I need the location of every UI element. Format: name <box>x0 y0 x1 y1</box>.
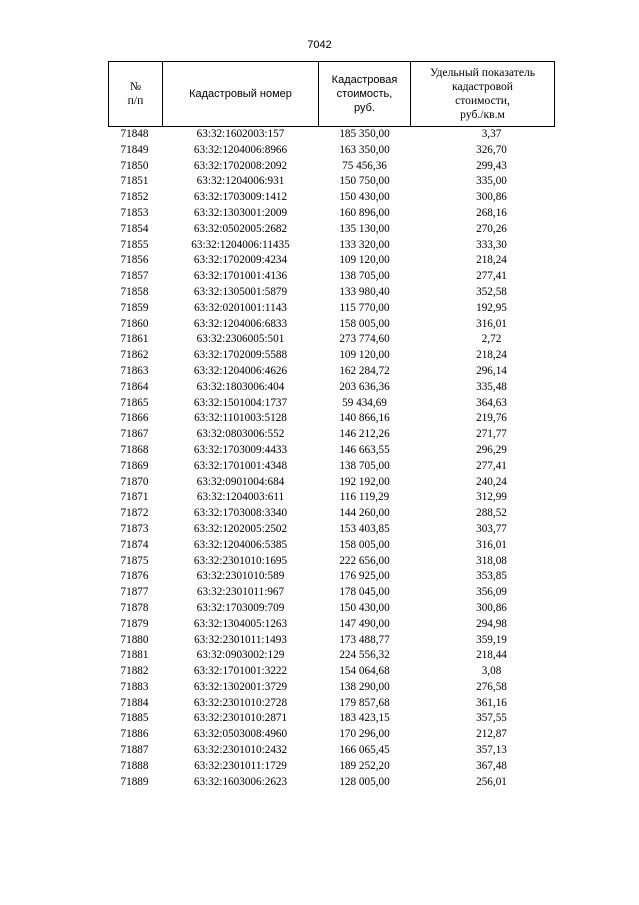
row-number: 71886 <box>120 728 149 741</box>
table-row <box>109 317 555 333</box>
cadastral-value: 224 556,32 <box>339 649 390 662</box>
cadastral-value: 158 005,00 <box>339 317 390 330</box>
cadastral-number: 63:32:2301011:967 <box>196 586 285 599</box>
table-row <box>109 301 555 317</box>
unit-value: 277,41 <box>476 459 507 472</box>
row-number: 71887 <box>120 744 149 757</box>
row-number: 71867 <box>120 428 149 441</box>
cadastral-number: 63:32:1204006:4626 <box>193 364 288 377</box>
cadastral-value: 173 488,77 <box>339 633 390 646</box>
cadastral-value: 75 456,36 <box>342 159 387 172</box>
cadastral-value: 59 434,69 <box>342 396 387 409</box>
unit-value: 357,55 <box>476 712 507 725</box>
unit-value: 356,09 <box>476 586 507 599</box>
cadastral-number: 63:32:0903002:129 <box>196 649 285 662</box>
cadastral-number: 63:32:0503008:4960 <box>193 728 288 741</box>
table-row <box>109 348 555 364</box>
unit-value: 367,48 <box>476 759 507 772</box>
table-row <box>109 743 555 759</box>
cadastral-value: 109 120,00 <box>339 349 390 362</box>
unit-value: 299,43 <box>476 159 507 172</box>
row-number: 71869 <box>120 459 149 472</box>
row-number: 71872 <box>120 507 149 520</box>
cadastral-value: 154 064,68 <box>339 665 390 678</box>
unit-value: 300,86 <box>476 191 507 204</box>
unit-value: 256,01 <box>476 775 507 788</box>
table-row <box>109 759 555 775</box>
cadastral-value: 138 290,00 <box>339 680 390 693</box>
cadastral-number: 63:32:1202005:2502 <box>193 522 288 535</box>
unit-value: 326,70 <box>476 143 507 156</box>
cadastral-number: 63:32:0502005:2682 <box>193 222 288 235</box>
page-number: 7042 <box>307 39 332 51</box>
unit-value: 318,08 <box>476 554 507 567</box>
cadastral-value: 192 192,00 <box>339 475 390 488</box>
row-number: 71851 <box>120 175 149 188</box>
cadastral-number: 63:32:1204006:8966 <box>193 143 288 156</box>
row-number: 71856 <box>120 254 149 267</box>
table-row <box>109 648 555 664</box>
unit-value: 3,37 <box>481 128 502 140</box>
cadastral-number: 63:32:1702008:2092 <box>193 159 288 172</box>
cadastral-number: 63:32:2301011:1729 <box>194 759 287 772</box>
cadastral-value: 222 656,00 <box>339 554 390 567</box>
cadastral-number: 63:32:2301010:2728 <box>193 696 288 709</box>
unit-value: 218,24 <box>476 349 507 362</box>
row-number: 71850 <box>120 159 149 172</box>
cadastral-value: 144 260,00 <box>339 507 390 520</box>
cadastral-value: 203 636,36 <box>339 380 390 393</box>
row-number: 71884 <box>120 696 149 709</box>
table-row <box>109 174 555 190</box>
cadastral-number: 63:32:1303001:2009 <box>193 206 288 219</box>
row-number: 71871 <box>120 491 149 504</box>
unit-value: 212,87 <box>476 728 507 741</box>
cadastral-number: 63:32:2306005:501 <box>196 333 285 346</box>
row-number: 71868 <box>120 443 149 456</box>
unit-value: 316,01 <box>476 538 507 551</box>
row-number: 71858 <box>120 285 149 298</box>
unit-value: 335,48 <box>476 380 507 393</box>
table-row <box>109 522 555 538</box>
row-number: 71859 <box>120 301 149 314</box>
cadastral-number: 63:32:0803006:552 <box>196 428 285 441</box>
cadastral-value: 133 320,00 <box>339 238 390 251</box>
cadastral-value: 158 005,00 <box>339 538 390 551</box>
row-number: 71860 <box>120 317 149 330</box>
unit-value: 353,85 <box>476 570 507 583</box>
unit-value: 316,01 <box>476 317 507 330</box>
unit-value: 303,77 <box>476 522 507 535</box>
cadastral-value: 170 296,00 <box>339 728 390 741</box>
row-number: 71883 <box>120 680 149 693</box>
cadastral-number: 63:32:2301011:1493 <box>194 633 287 646</box>
unit-value: 296,14 <box>476 364 507 377</box>
cadastral-value: 109 120,00 <box>339 254 390 267</box>
cadastral-value: 166 065,45 <box>339 744 390 757</box>
table-row <box>109 633 555 649</box>
cadastral-value: 153 403,85 <box>339 522 390 535</box>
table-body <box>109 127 555 791</box>
unit-value: 364,63 <box>476 396 507 409</box>
table-row <box>109 190 555 206</box>
cadastral-value: 179 857,68 <box>339 696 390 709</box>
unit-value: 268,16 <box>476 206 507 219</box>
table-row <box>109 680 555 696</box>
cadastral-value: 160 896,00 <box>339 206 390 219</box>
row-number: 71862 <box>120 349 149 362</box>
row-number: 71879 <box>120 617 149 630</box>
cadastral-value: 147 490,00 <box>339 617 390 630</box>
cadastral-value: 150 750,00 <box>339 175 390 188</box>
row-number: 71870 <box>120 475 149 488</box>
header-cad-number: Кадастровый номер <box>163 62 319 127</box>
table-row <box>109 380 555 396</box>
unit-value: 296,29 <box>476 443 507 456</box>
cadastral-number: 63:32:2301010:2871 <box>193 712 288 725</box>
cadastral-table <box>108 61 555 790</box>
table-row <box>109 269 555 285</box>
table-row <box>109 443 555 459</box>
table-row <box>109 396 555 412</box>
table-row <box>109 664 555 680</box>
cadastral-value: 146 663,55 <box>339 443 390 456</box>
cadastral-value: 185 350,00 <box>339 128 390 140</box>
table-row <box>109 601 555 617</box>
unit-value: 240,24 <box>476 475 507 488</box>
unit-value: 192,95 <box>476 301 507 314</box>
table-row <box>109 285 555 301</box>
cadastral-number: 63:32:2301010:589 <box>196 570 285 583</box>
table-row <box>109 775 555 791</box>
cadastral-number: 63:32:1602003:157 <box>196 128 285 140</box>
row-number: 71889 <box>120 775 149 788</box>
row-number: 71852 <box>120 191 149 204</box>
cadastral-value: 273 774,60 <box>339 333 390 346</box>
unit-value: 357,13 <box>476 744 507 757</box>
table-row <box>109 459 555 475</box>
table-row <box>109 159 555 175</box>
unit-value: 294,98 <box>476 617 507 630</box>
table-row <box>109 727 555 743</box>
cadastral-number: 63:32:1701001:4136 <box>193 270 288 283</box>
cadastral-value: 115 770,00 <box>339 301 390 314</box>
unit-value: 276,58 <box>476 680 507 693</box>
table-row <box>109 364 555 380</box>
table-row <box>109 475 555 491</box>
row-number: 71878 <box>120 601 149 614</box>
table-row <box>109 143 555 159</box>
row-number: 71849 <box>120 143 149 156</box>
unit-value: 288,52 <box>476 507 507 520</box>
cadastral-number: 63:32:1204006:11435 <box>191 238 290 251</box>
cadastral-value: 133 980,40 <box>339 285 390 298</box>
table-row <box>109 127 555 143</box>
header-num: № п/п <box>109 62 163 127</box>
table-row <box>109 427 555 443</box>
cadastral-number: 63:32:1703009:709 <box>196 601 285 614</box>
table-row <box>109 411 555 427</box>
cadastral-value: 146 212,26 <box>339 428 390 441</box>
cadastral-number: 63:32:1703008:3340 <box>193 507 288 520</box>
cadastral-value: 138 705,00 <box>339 270 390 283</box>
table-row <box>109 585 555 601</box>
table-row <box>109 206 555 222</box>
cadastral-number: 63:32:1204006:6833 <box>193 317 288 330</box>
row-number: 71855 <box>120 238 149 251</box>
row-number: 71861 <box>120 333 149 346</box>
unit-value: 219,76 <box>476 412 507 425</box>
cadastral-number: 63:32:1101003:5128 <box>194 412 287 425</box>
cadastral-value: 128 005,00 <box>339 775 390 788</box>
row-number: 71857 <box>120 270 149 283</box>
table-row <box>109 238 555 254</box>
cadastral-number: 63:32:1702009:5588 <box>193 349 288 362</box>
row-number: 71880 <box>120 633 149 646</box>
cadastral-number: 63:32:1302001:3729 <box>193 680 288 693</box>
unit-value: 270,26 <box>476 222 507 235</box>
cadastral-value: 138 705,00 <box>339 459 390 472</box>
row-number: 71873 <box>120 522 149 535</box>
cadastral-value: 135 130,00 <box>339 222 390 235</box>
unit-value: 3,08 <box>481 665 502 678</box>
cadastral-number: 63:32:1803006:404 <box>196 380 285 393</box>
cadastral-number: 63:32:1702009:4234 <box>193 254 288 267</box>
cadastral-value: 150 430,00 <box>339 601 390 614</box>
unit-value: 335,00 <box>476 175 507 188</box>
cadastral-number: 63:32:1305001:5879 <box>193 285 288 298</box>
cadastral-value: 162 284,72 <box>339 364 390 377</box>
cadastral-number: 63:32:1701001:3222 <box>193 665 288 678</box>
row-number: 71874 <box>120 538 149 551</box>
cadastral-number: 63:32:1204006:931 <box>196 175 285 188</box>
header-unit-value: Удельный показатель кадастровой стоимости, руб./кв.м <box>411 62 555 127</box>
row-number: 71885 <box>120 712 149 725</box>
cadastral-number: 63:32:2301010:1695 <box>193 554 288 567</box>
unit-value: 312,99 <box>476 491 507 504</box>
table-row <box>109 222 555 238</box>
cadastral-number: 63:32:1701001:4348 <box>193 459 288 472</box>
row-number: 71866 <box>120 412 149 425</box>
cadastral-number: 63:32:1204006:5385 <box>193 538 288 551</box>
unit-value: 2,72 <box>481 333 502 346</box>
row-number: 71848 <box>120 128 149 140</box>
row-number: 71854 <box>120 222 149 235</box>
cadastral-value: 178 045,00 <box>339 586 390 599</box>
cadastral-number: 63:32:1204003:611 <box>196 491 285 504</box>
row-number: 71853 <box>120 206 149 219</box>
table-row <box>109 617 555 633</box>
cadastral-number: 63:32:1703009:4433 <box>193 443 288 456</box>
row-number: 71882 <box>120 665 149 678</box>
table-row <box>109 711 555 727</box>
unit-value: 361,16 <box>476 696 507 709</box>
cadastral-value: 176 925,00 <box>339 570 390 583</box>
row-number: 71881 <box>120 649 149 662</box>
cadastral-value: 189 252,20 <box>339 759 390 772</box>
table-row <box>109 538 555 554</box>
unit-value: 333,30 <box>476 238 507 251</box>
table-row <box>109 490 555 506</box>
cadastral-number: 63:32:0201001:1143 <box>194 301 287 314</box>
unit-value: 218,24 <box>476 254 507 267</box>
cadastral-value: 150 430,00 <box>339 191 390 204</box>
table-row <box>109 253 555 269</box>
cadastral-value: 140 866,16 <box>339 412 390 425</box>
cadastral-value: 163 350,00 <box>339 143 390 156</box>
cadastral-number: 63:32:1304005:1263 <box>193 617 288 630</box>
table-row <box>109 332 555 348</box>
cadastral-value: 116 119,29 <box>339 491 390 504</box>
unit-value: 359,19 <box>476 633 507 646</box>
unit-value: 300,86 <box>476 601 507 614</box>
cadastral-number: 63:32:1603006:2623 <box>193 775 288 788</box>
row-number: 71888 <box>120 759 149 772</box>
row-number: 71877 <box>120 586 149 599</box>
cadastral-number: 63:32:0901004:684 <box>196 475 285 488</box>
table-row <box>109 696 555 712</box>
row-number: 71864 <box>120 380 149 393</box>
unit-value: 352,58 <box>476 285 507 298</box>
table-row <box>109 569 555 585</box>
cadastral-number: 63:32:1501004:1737 <box>193 396 288 409</box>
header-cad-value: Кадастровая стоимость, руб. <box>319 62 411 127</box>
cadastral-number: 63:32:2301010:2432 <box>193 744 288 757</box>
cadastral-value: 183 423,15 <box>339 712 390 725</box>
unit-value: 218,44 <box>476 649 507 662</box>
unit-value: 277,41 <box>476 270 507 283</box>
unit-value: 271,77 <box>476 428 507 441</box>
cadastral-number: 63:32:1703009:1412 <box>193 191 288 204</box>
row-number: 71875 <box>120 554 149 567</box>
table-header <box>109 62 555 127</box>
table-row <box>109 506 555 522</box>
row-number: 71863 <box>120 364 149 377</box>
table-row <box>109 554 555 570</box>
row-number: 71865 <box>120 396 149 409</box>
row-number: 71876 <box>120 570 149 583</box>
